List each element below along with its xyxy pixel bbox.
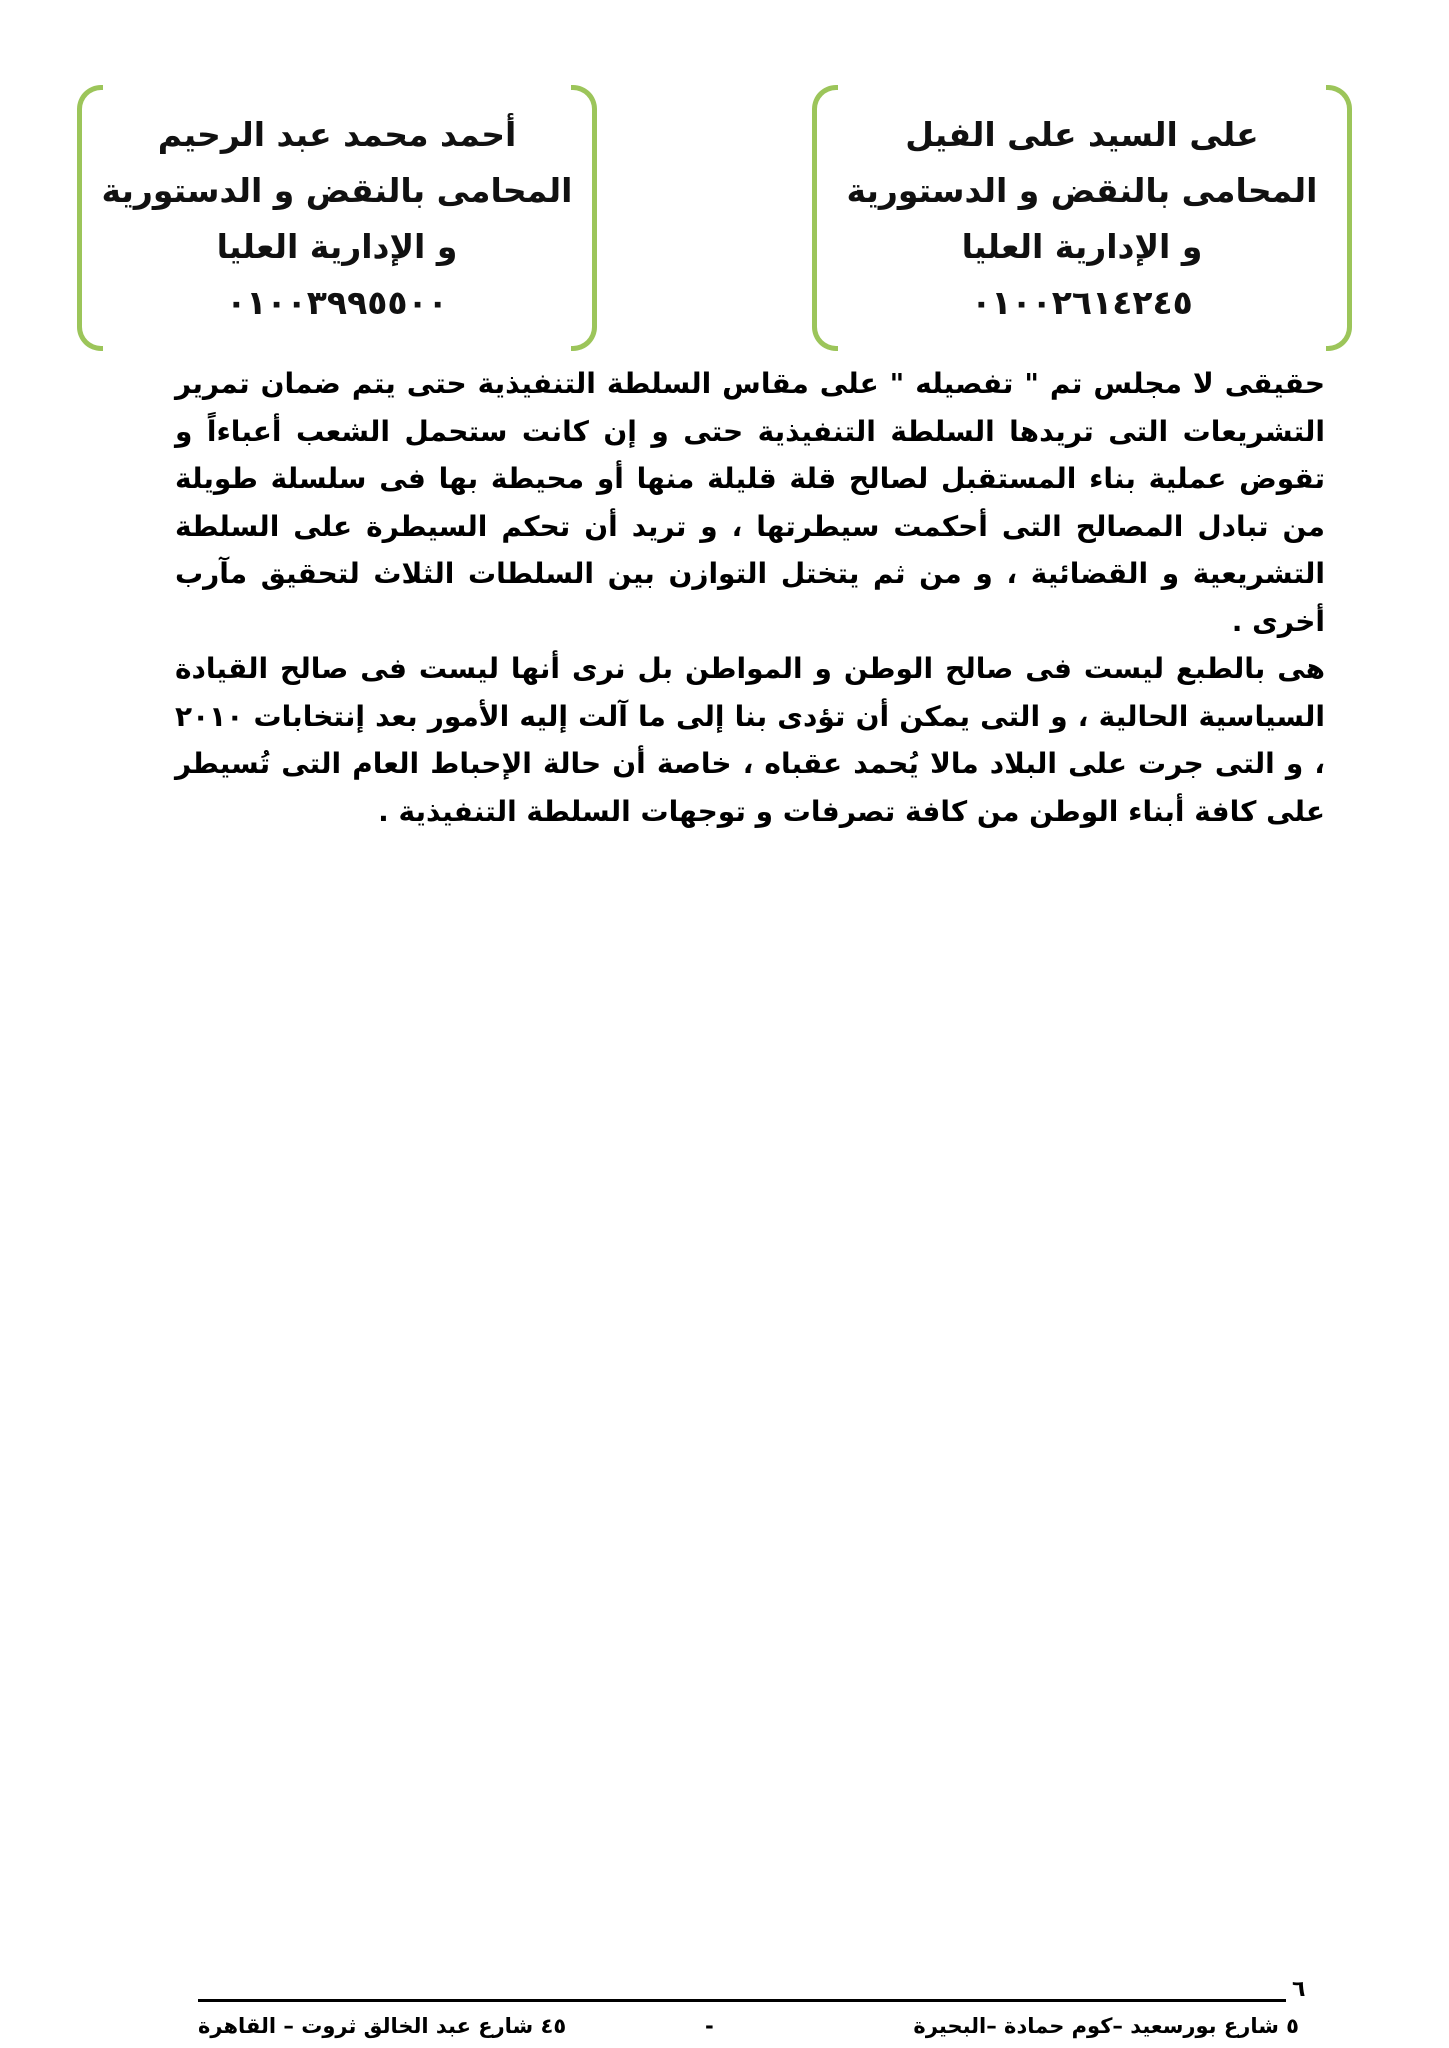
lawyer-phone: ٠١٠٠٢٦١٤٢٤٥ — [971, 283, 1193, 322]
lawyer-phone: ٠١٠٠٣٩٩٥٥٠٠ — [226, 283, 448, 322]
body-paragraph-1: حقيقى لا مجلس تم " تفصيله " على مقاس السلطة التنفيذية حتى يتم ضمان تمرير التشريعات التى تريدها السلطة التنفيذية حتى و إن كانت ستحمل الشعب أعباءاً و تقوض عملية بناء المستقبل لصالح قلة قليلة منها أو محيطة بها فى سلسلة طويلة من تبادل المصالح التى أحكمت سيطرتها ، و تريد أن تحكم السيطرة على السلطة التشريعية و القضائية ، و من ثم يتختل التوازن بين السلطات الثلاث لتحقيق مآرب أخرى . — [175, 367, 1325, 638]
footer-address-right: ٥ شارع بورسعيد –كوم حمادة –البحيرة — [913, 2014, 1299, 2038]
lawyer-title-line2: و الإدارية العليا — [216, 227, 458, 266]
footer-address-left: ٤٥ شارع عبد الخالق ثروت – القاهرة — [198, 2014, 567, 2038]
lawyer-name: على السيد على الفيل — [905, 115, 1259, 154]
body-paragraph-2: هى بالطبع ليست فى صالح الوطن و المواطن بل نرى أنها ليست فى صالح القيادة السياسية الحالية ، و التى يمكن أن تؤدى بنا إلى ما آلت إليه الأمور بعد إنتخابات ٢٠١٠ ، و التى جرت على البلاد مالا يُحمد عقباه ، خاصة أن حالة الإحباط العام التى تُسيطر على كافة أبناء الوطن من كافة تصرفات و توجهات السلطة التنفيذية . — [175, 652, 1325, 828]
footer-divider — [198, 1999, 1286, 2002]
lawyer-card-right — [812, 85, 1352, 355]
lawyer-title-line2: و الإدارية العليا — [961, 227, 1203, 266]
footer-separator: - — [705, 2014, 714, 2038]
document-body — [175, 360, 1325, 835]
lawyer-title-line1: المحامى بالنقض و الدستورية — [846, 171, 1318, 210]
lawyer-name: أحمد محمد عبد الرحيم — [157, 115, 517, 154]
lawyer-card-left — [77, 85, 597, 355]
page-number: ٦ — [1292, 1977, 1306, 2002]
lawyer-title-line1: المحامى بالنقض و الدستورية — [101, 171, 573, 210]
